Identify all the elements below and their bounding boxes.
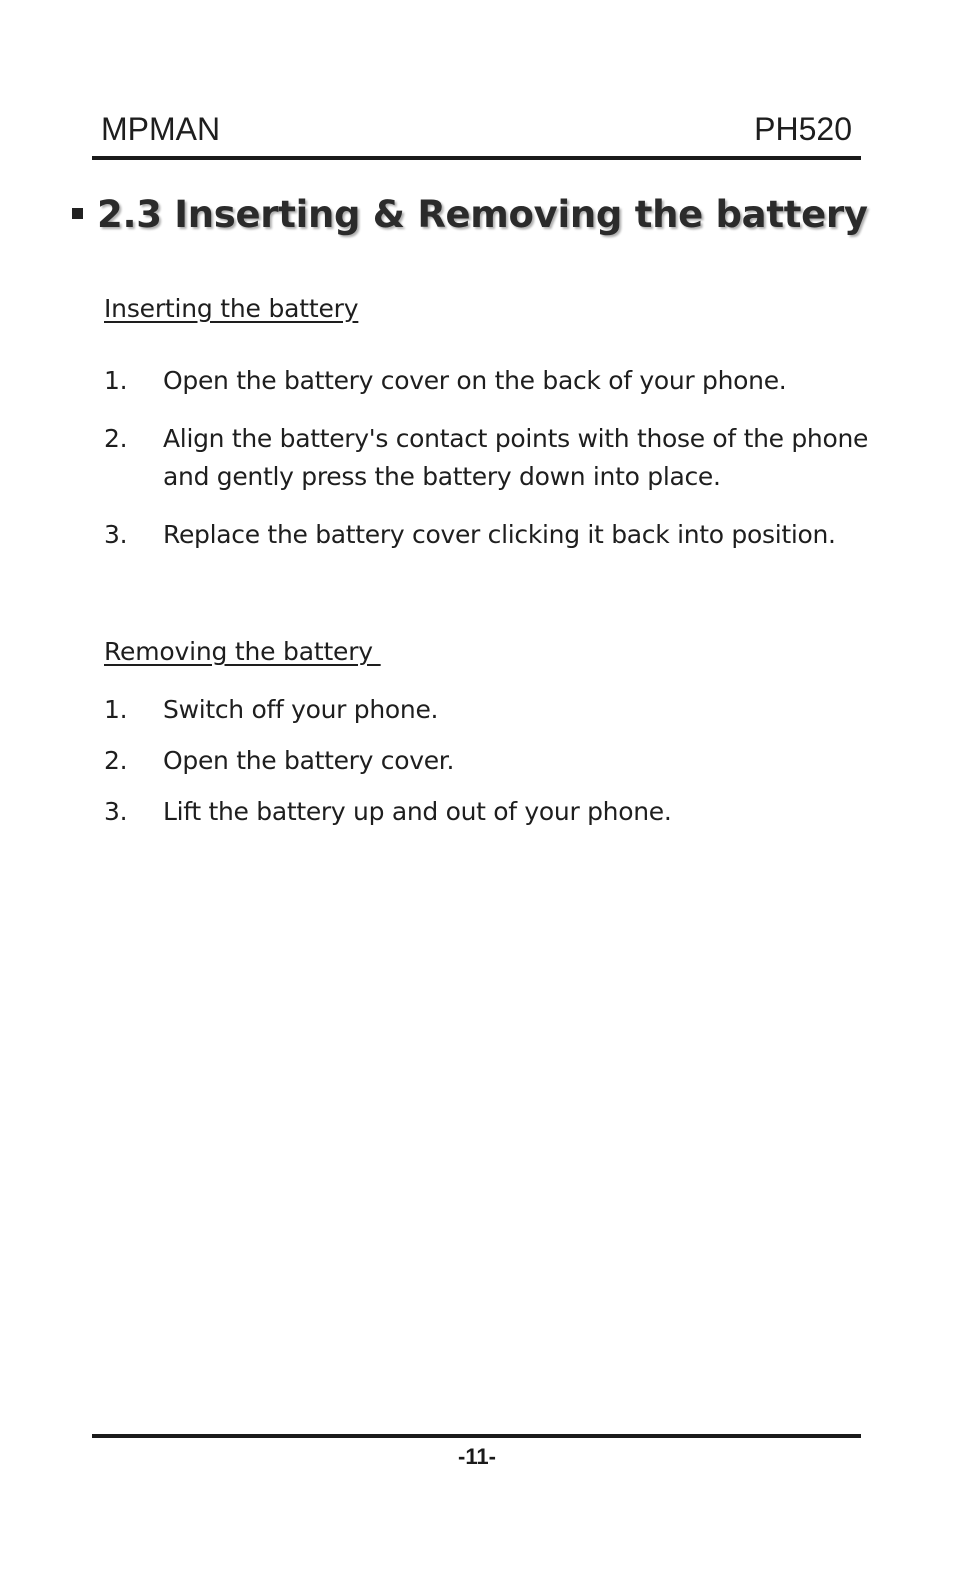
section-title <box>72 193 868 236</box>
step-number: 3. <box>104 797 128 826</box>
list-item <box>104 691 864 729</box>
list-item <box>104 420 894 496</box>
list-item <box>104 516 894 554</box>
square-bullet-icon <box>72 208 83 219</box>
page-header <box>92 108 861 160</box>
page-number: -11- <box>458 1444 496 1469</box>
section-title-text: 2.3 Inserting & Removing the battery <box>97 193 868 236</box>
step-text: Replace the battery cover clicking it back into position. <box>163 520 836 549</box>
list-item <box>104 793 864 831</box>
step-number: 2. <box>104 424 128 453</box>
inserting-steps <box>104 362 894 574</box>
list-item <box>104 742 864 780</box>
removing-steps <box>104 691 864 844</box>
step-text: Open the battery cover on the back of your phone. <box>163 366 787 395</box>
list-item <box>104 362 894 400</box>
step-number: 1. <box>104 695 128 724</box>
step-text: Align the battery's contact points with those of the phone and gently press the battery down into place. <box>163 424 869 491</box>
step-text: Open the battery cover. <box>163 746 455 775</box>
footer-divider <box>92 1434 861 1438</box>
removing-heading: Removing the battery <box>104 637 381 666</box>
step-number: 3. <box>104 520 128 549</box>
step-number: 2. <box>104 746 128 775</box>
inserting-heading: Inserting the battery <box>104 294 359 323</box>
step-text: Lift the battery up and out of your phone. <box>163 797 672 826</box>
header-brand: MPMAN <box>101 111 221 147</box>
header-model: PH520 <box>754 111 852 147</box>
step-text: Switch off your phone. <box>163 695 439 724</box>
step-number: 1. <box>104 366 128 395</box>
